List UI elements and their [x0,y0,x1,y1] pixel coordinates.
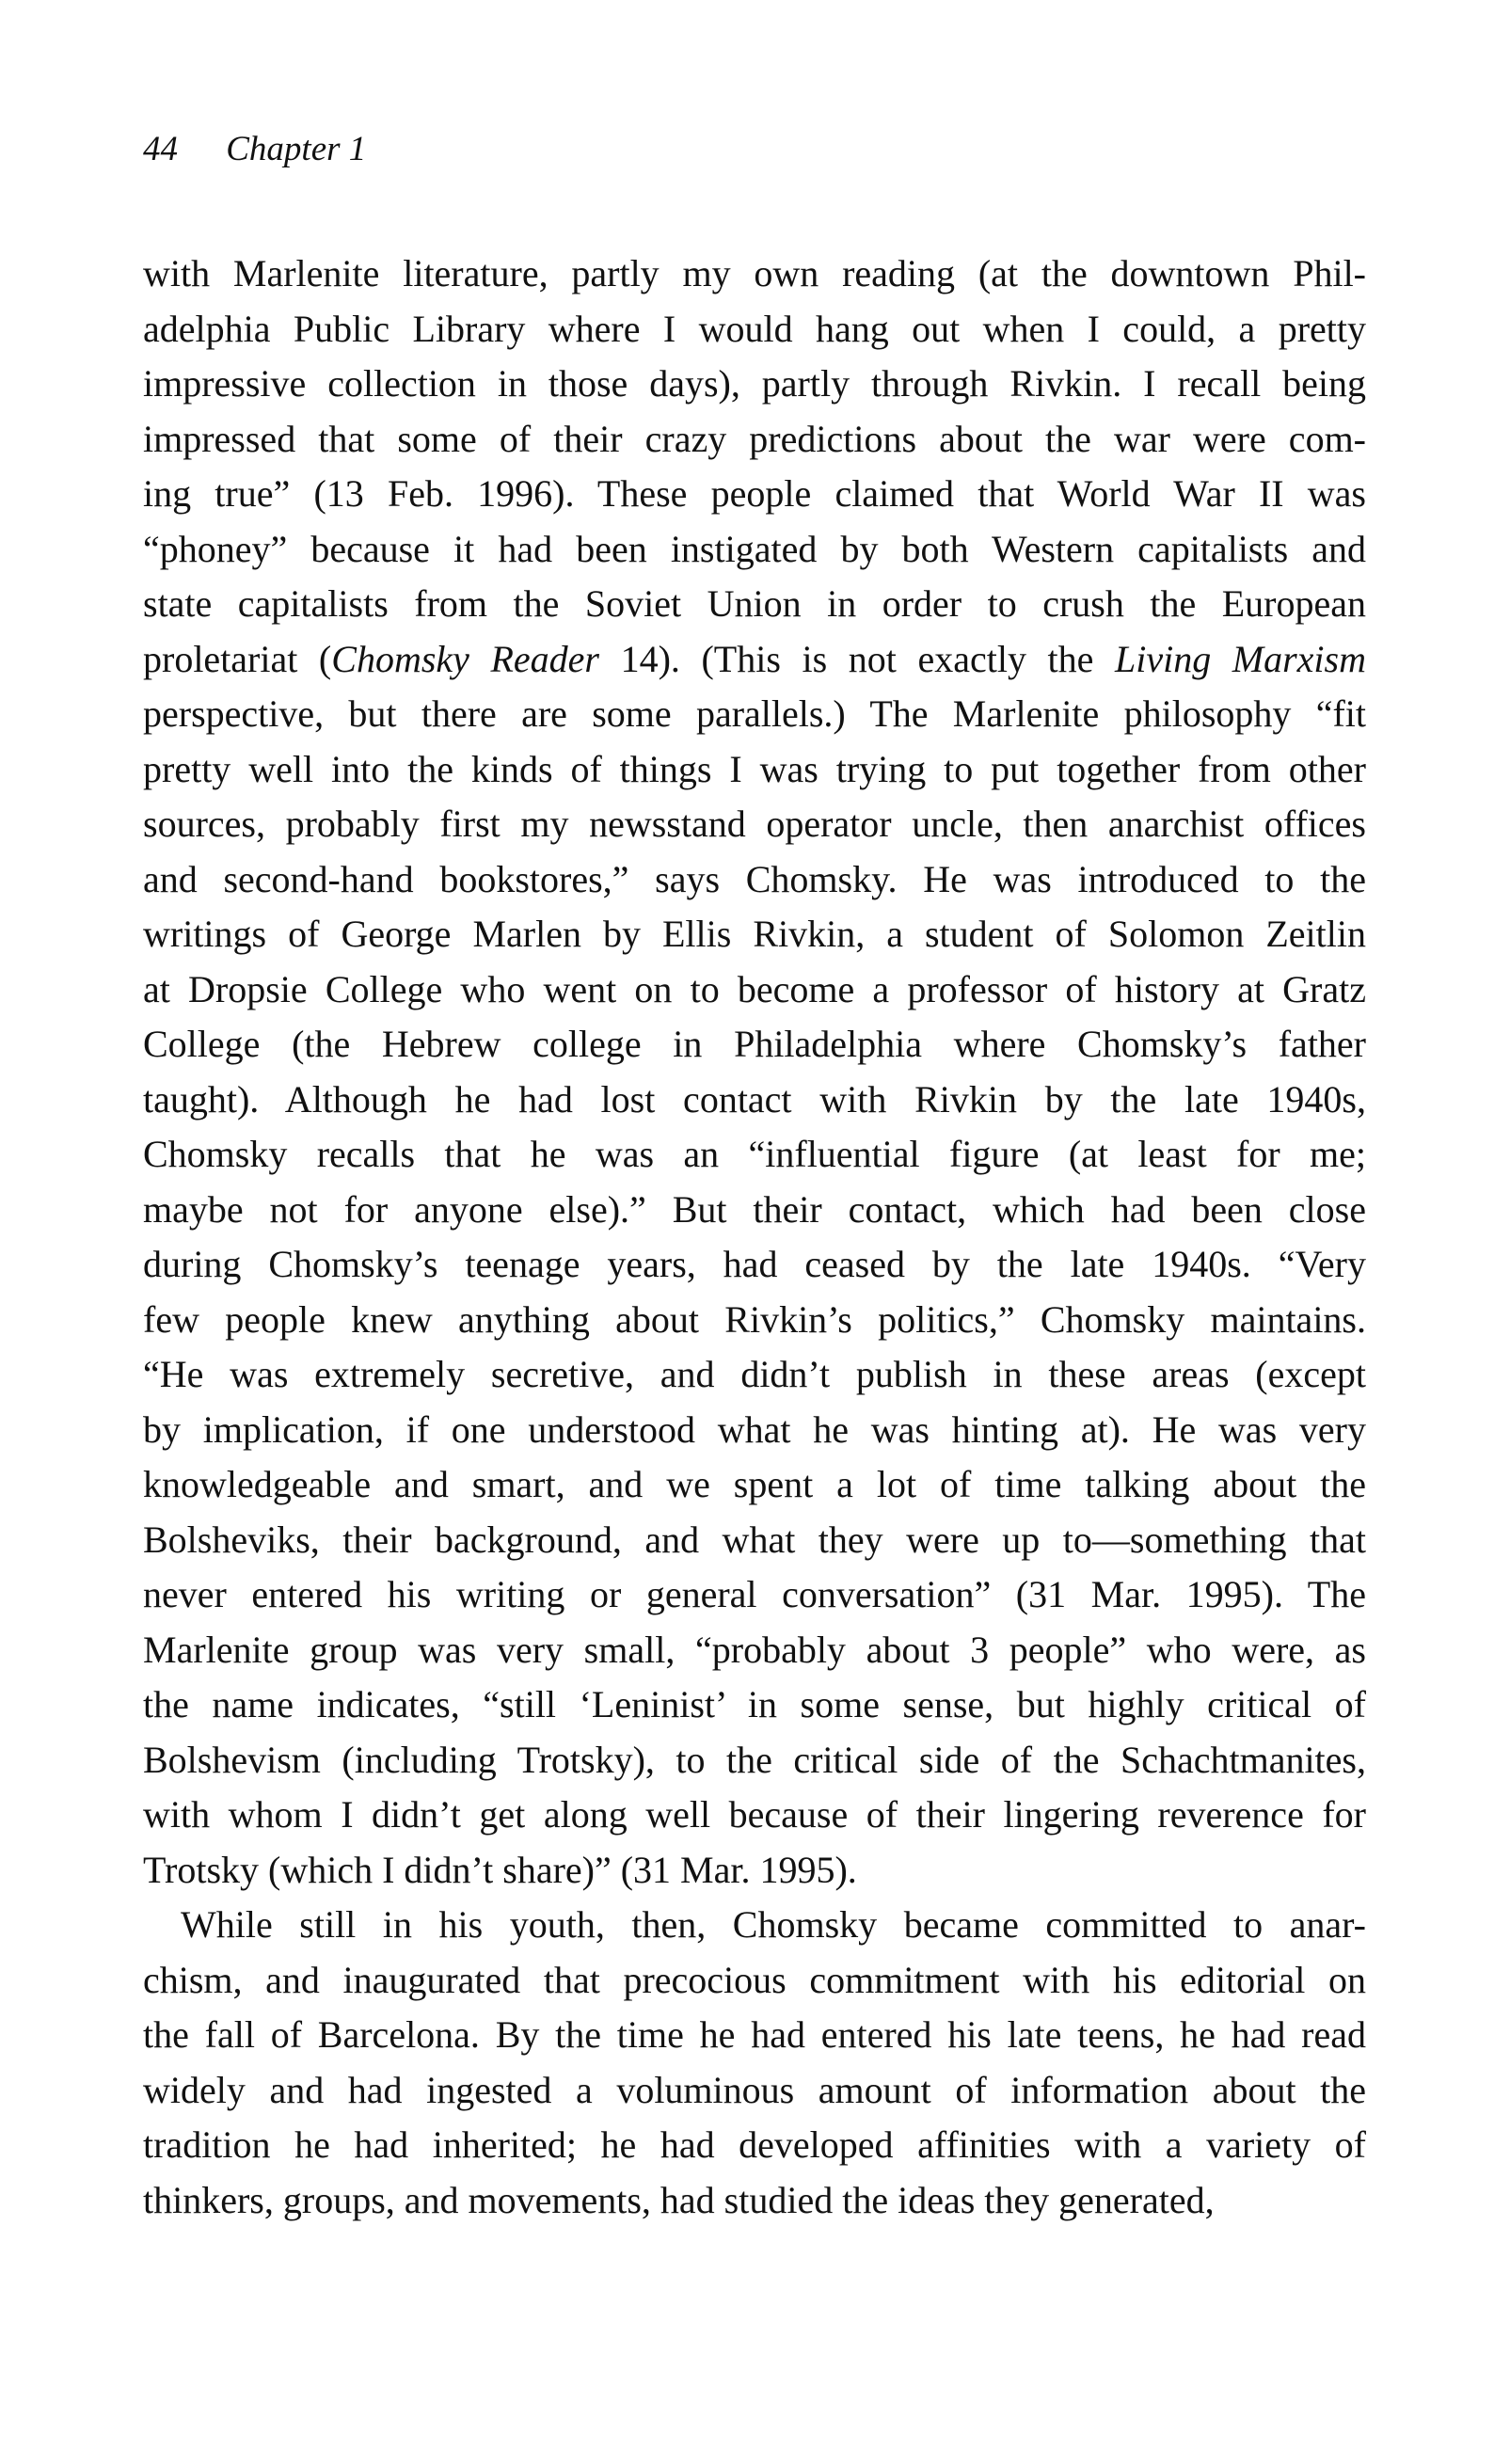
text-run: few people knew anything about Rivkin’s politics,” Chomsky maintains. [143,1297,1366,1341]
text-line [143,1677,1366,1733]
text-line [143,1183,1366,1238]
text-line [143,1017,1366,1073]
text-line [143,1788,1366,1843]
text-run: with whom I didn’t get along well because of their lingering reverence for [143,1793,1366,1836]
text-line [143,1237,1366,1293]
text-run: maybe not for anyone else).” But their contact, which had been close [143,1187,1366,1231]
text-run: the fall of Barcelona. By the time he had entered his late teens, he had read [143,2013,1366,2056]
text-run: Bolsheviks, their background, and what they were up to—something that [143,1518,1366,1561]
text-line [143,962,1366,1018]
text-run: Chomsky recalls that he was an “influential figure (at least for me; [143,1133,1366,1175]
page-number: 44 [143,130,178,168]
text-run: thinkers, groups, and movements, had studied the ideas they generated, [143,2178,1215,2221]
text-run: adelphia Public Library where I would hang out when I could, a pretty [143,307,1366,350]
text-line [143,1513,1366,1568]
text-line [143,632,1366,688]
text-run: proletariat ( [143,637,332,680]
text-line [143,302,1366,358]
text-run: taught). Although he had lost contact with Rivkin by the late 1940s, [143,1077,1366,1121]
text-line [143,1347,1366,1403]
text-run: College (the Hebrew college in Philadelphia where Chomsky’s father [143,1023,1366,1065]
text-line [143,2118,1366,2173]
text-run: and second-hand bookstores,” says Chomsky. He was introduced to the [143,857,1366,900]
page-body [143,246,1366,2228]
text-run: “He was extremely secretive, and didn’t publish in these areas (except [143,1353,1366,1395]
text-line [143,1127,1366,1183]
body-paragraph [143,246,1366,1898]
text-run: impressed that some of their crazy predictions about the war were com- [143,417,1366,460]
text-run: with Marlenite literature, partly my own reading (at the downtown Phil- [143,252,1366,294]
text-run: chism, and inaugurated that precocious commitment with his editorial on [143,1958,1366,2001]
text-run: the name indicates, “still ‘Leninist’ in some sense, but highly critical of [143,1683,1366,1725]
text-run: Bolshevism (including Trotsky), to the critical side of the Schachtmanites, [143,1738,1366,1781]
text-line [143,246,1366,302]
text-line [143,2173,1366,2229]
text-run: Marlenite group was very small, “probably about 3 people” who were, as [143,1628,1366,1671]
text-line [143,742,1366,798]
text-line [143,2063,1366,2119]
text-line [143,1843,1366,1899]
italic-title: Chomsky Reader [331,637,599,680]
text-run: “phoney” because it had been instigated by both Western capitalists and [143,527,1366,570]
text-line [143,1293,1366,1348]
text-line [143,1953,1366,2009]
text-line [143,687,1366,742]
text-line [143,1073,1366,1128]
text-run: tradition he had inherited; he had developed affinities with a variety of [143,2123,1366,2166]
text-run: sources, probably first my newsstand operator uncle, then anarchist offices [143,803,1366,845]
text-run: writings of George Marlen by Ellis Rivkin, a student of Solomon Zeitlin [143,913,1366,955]
text-run: ing true” (13 Feb. 1996). These people claimed that World War II was [143,472,1366,515]
text-line [143,1733,1366,1788]
text-run: Trotsky (which I didn’t share)” (31 Mar. 1995). [143,1848,857,1891]
running-head [143,132,366,167]
text-line [143,357,1366,412]
text-line [143,1403,1366,1458]
text-line [143,577,1366,632]
text-line [143,467,1366,522]
text-run: widely and had ingested a voluminous amount of information about the [143,2068,1366,2111]
text-run: state capitalists from the Soviet Union in order to crush the European [143,582,1366,625]
text-run: during Chomsky’s teenage years, had ceased by the late 1940s. “Very [143,1243,1366,1285]
text-line [143,1567,1366,1623]
text-line [143,797,1366,852]
text-line [143,852,1366,908]
text-run: perspective, but there are some parallels.) The Marlenite philosophy “fit [143,692,1366,735]
italic-title: Living Marxism [1114,637,1366,680]
text-run: at Dropsie College who went on to become a professor of history at Gratz [143,967,1366,1010]
body-paragraph [143,1898,1366,2228]
text-run: impressive collection in those days), partly through Rivkin. I recall being [143,362,1366,405]
text-line [143,907,1366,962]
text-run: never entered his writing or general conversation” (31 Mar. 1995). The [143,1573,1366,1615]
text-line [143,1898,1366,1953]
text-line [143,1623,1366,1678]
text-run: knowledgeable and smart, and we spent a lot of time talking about the [143,1463,1366,1505]
text-run: While still in his youth, then, Chomsky became committed to anar- [181,1903,1366,1946]
text-line [143,1457,1366,1513]
text-line [143,522,1366,578]
text-run: pretty well into the kinds of things I was trying to put together from other [143,747,1366,790]
text-line [143,2008,1366,2063]
text-run: by implication, if one understood what he was hinting at). He was very [143,1407,1366,1451]
text-run: 14). (This is not exactly the [599,637,1115,680]
chapter-label: Chapter 1 [226,130,367,168]
text-line [143,412,1366,468]
